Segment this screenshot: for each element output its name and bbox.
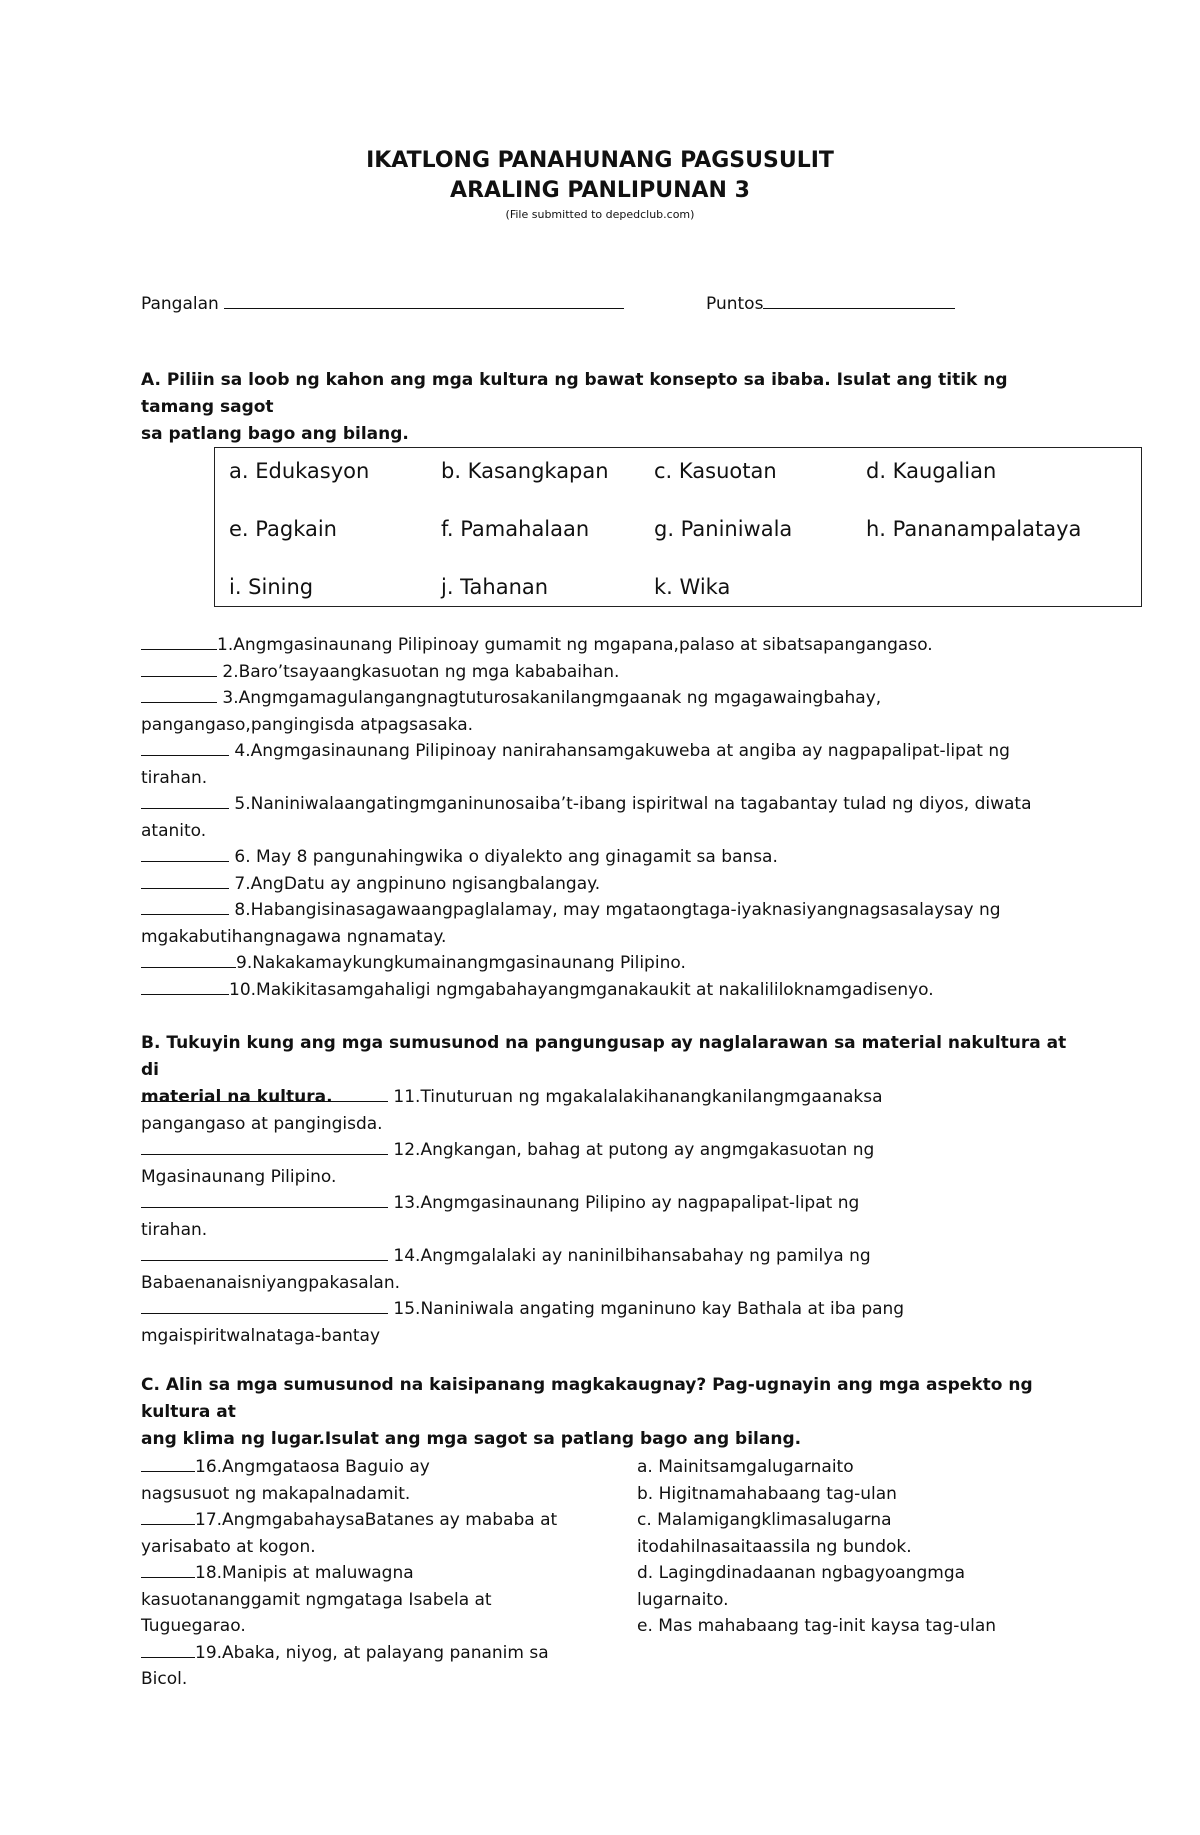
- answer-blank[interactable]: [141, 1243, 388, 1261]
- exam-title: IKATLONG PANAHUNANG PAGSUSULIT: [366, 148, 834, 173]
- section-c-line: C. Alin sa mga sumusunod na kaisipanang magkakaugnay? Pag-ugnayin ang mga aspekto ng kultura at: [141, 1375, 1033, 1422]
- question-item: 11.Tinuturuan ng mgakalalakihanangkanilangmgaanaksa: [141, 1084, 1081, 1111]
- question-item: 5.Naniniwalaangatingmganinunosaiba’t-ibang ispiritwal na tagabantay tulad ng diyos, diwata: [141, 791, 1081, 818]
- option-continuation: lugarnaito.: [637, 1589, 729, 1610]
- question-item: 4.Angmgasinaunang Pilipinoay nanirahansamgakuweba at angiba ay nagpapalipat-lipat ng: [141, 738, 1081, 765]
- choice-item: i. Sining: [229, 575, 314, 599]
- answer-blank[interactable]: [141, 659, 217, 677]
- question-item: 19.Abaka, niyog, at palayang pananim sa: [141, 1640, 581, 1667]
- question-item: 12.Angkangan, bahag at putong ay angmgakasuotan ng: [141, 1137, 1081, 1164]
- answer-blank[interactable]: [141, 1560, 195, 1578]
- answer-blank[interactable]: [141, 632, 217, 650]
- answer-blank[interactable]: [141, 685, 217, 703]
- choice-item: d. Kaugalian: [866, 459, 997, 483]
- answer-blank[interactable]: [141, 791, 229, 809]
- document-header: [0, 146, 1200, 224]
- section-a-line: sa patlang bago ang bilang.: [141, 424, 409, 444]
- question-item: 17.AngmgabahaysaBatanes ay mababa at: [141, 1507, 581, 1534]
- answer-blank[interactable]: [141, 1084, 388, 1102]
- subject-title: ARALING PANLIPUNAN 3: [450, 178, 750, 203]
- choice-item: k. Wika: [654, 575, 731, 599]
- question-continuation: Babaenanaisniyangpakasalan.: [141, 1272, 401, 1293]
- question-continuation: pangangaso at pangingisda.: [141, 1113, 383, 1134]
- answer-blank[interactable]: [141, 1507, 195, 1525]
- question-continuation: mgakabutihangnagawa ngnamatay.: [141, 926, 447, 947]
- choice-item: a. Edukasyon: [229, 459, 370, 483]
- question-continuation: pangangaso,pangingisda atpagsasaka.: [141, 714, 474, 735]
- answer-blank[interactable]: [141, 738, 229, 756]
- answer-blank[interactable]: [141, 1137, 388, 1155]
- question-item: 6. May 8 pangunahingwika o diyalekto ang ginagamit sa bansa.: [141, 844, 1081, 871]
- score-blank[interactable]: [763, 290, 955, 309]
- question-continuation: nagsusuot ng makapalnadamit.: [141, 1483, 411, 1504]
- question-item: 10.Makikitasamgahaligi ngmgabahayangmganakaukit at nakalililoknamgadisenyo.: [141, 977, 1081, 1004]
- choice-item: h. Pananampalataya: [866, 517, 1082, 541]
- choice-item: g. Paniniwala: [654, 517, 793, 541]
- question-continuation: Bicol.: [141, 1669, 188, 1689]
- question-continuation: mgaispiritwalnataga-bantay: [141, 1325, 381, 1346]
- option-continuation: itodahilnasaitaassila ng bundok.: [637, 1536, 912, 1557]
- choice-item: j. Tahanan: [441, 575, 549, 599]
- section-a-line: A. Piliin sa loob ng kahon ang mga kultura ng bawat konsepto sa ibaba. Isulat ang titik ng tamang sagot: [141, 370, 1008, 417]
- section-c-instructions: [141, 1372, 1071, 1453]
- choice-item: f. Pamahalaan: [441, 517, 590, 541]
- question-continuation: atanito.: [141, 820, 207, 841]
- question-item: 14.Angmgalalaki ay naninilbihansabahay ng pamilya ng: [141, 1243, 1081, 1270]
- question-item: 9.Nakakamaykungkumainangmgasinaunang Pilipino.: [141, 950, 1081, 977]
- section-b-line: B. Tukuyin kung ang mga sumusunod na pangungusap ay naglalarawan sa material nakultura at di: [141, 1033, 1067, 1080]
- answer-blank[interactable]: [141, 897, 229, 915]
- option-item: a. Mainitsamgalugarnaito: [637, 1457, 854, 1477]
- question-continuation: Tuguegarao.: [141, 1616, 246, 1636]
- name-label: Pangalan: [141, 294, 219, 314]
- answer-blank[interactable]: [141, 1454, 195, 1472]
- name-field: [141, 290, 624, 314]
- choice-item: e. Pagkain: [229, 517, 337, 541]
- question-continuation: Mgasinaunang Pilipino.: [141, 1166, 337, 1187]
- question-item: 15.Naniniwala angating mganinuno kay Bathala at iba pang: [141, 1296, 1081, 1323]
- choices-box: [214, 447, 1142, 607]
- answer-blank[interactable]: [141, 1296, 388, 1314]
- answer-blank[interactable]: [141, 844, 229, 862]
- section-a-questions: [141, 632, 1081, 1003]
- option-item: d. Lagingdinadaanan ngbagyoangmga: [637, 1563, 966, 1583]
- answer-blank[interactable]: [141, 1190, 388, 1208]
- section-b-line: material na kultura.: [141, 1087, 333, 1107]
- question-item: 16.Angmgataosa Baguio ay: [141, 1454, 581, 1481]
- question-item: 13.Angmgasinaunang Pilipino ay nagpapalipat-lipat ng: [141, 1190, 1081, 1217]
- option-item: b. Higitnamahabaang tag-ulan: [637, 1483, 897, 1504]
- question-item: 8.Habangisinasagawaangpaglalamay, may mgataongtaga-iyaknasiyangnagsasalaysay ng: [141, 897, 1081, 924]
- question-item: 18.Manipis at maluwagna: [141, 1560, 581, 1587]
- section-a-instructions: [141, 367, 1071, 448]
- section-c-line: ang klima ng lugar.Isulat ang mga sagot sa patlang bago ang bilang.: [141, 1429, 802, 1449]
- option-item: c. Malamigangklimasalugarna: [637, 1510, 892, 1530]
- question-continuation: tirahan.: [141, 1219, 208, 1240]
- answer-blank[interactable]: [141, 950, 236, 968]
- question-item: 7.AngDatu ay angpinuno ngisangbalangay.: [141, 871, 1081, 898]
- name-blank[interactable]: [224, 290, 624, 309]
- choice-item: c. Kasuotan: [654, 459, 777, 483]
- answer-blank[interactable]: [141, 1640, 195, 1658]
- question-item: 3.Angmgamagulangangnagtuturosakanilangmgaanak ng mgagawaingbahay,: [141, 685, 1081, 712]
- source-note: (File submitted to depedclub.com): [505, 208, 695, 221]
- question-item: 2.Baro’tsayaangkasuotan ng mga kababaihan.: [141, 659, 1081, 686]
- option-item: e. Mas mahabaang tag-init kaysa tag-ulan: [637, 1616, 997, 1636]
- answer-blank[interactable]: [141, 871, 229, 889]
- choice-item: b. Kasangkapan: [441, 459, 609, 483]
- question-continuation: yarisabato at kogon.: [141, 1536, 316, 1557]
- section-c-options: [637, 1454, 1077, 1640]
- question-continuation: tirahan.: [141, 767, 208, 788]
- section-c-questions: [141, 1454, 581, 1693]
- score-label: Puntos: [706, 294, 764, 314]
- answer-blank[interactable]: [141, 977, 229, 995]
- question-continuation: kasuotananggamit ngmgataga Isabela at: [141, 1589, 492, 1610]
- question-item: 1.Angmgasinaunang Pilipinoay gumamit ng mgapana,palaso at sibatsapangangaso.: [141, 632, 1081, 659]
- score-field: [706, 290, 955, 314]
- section-b-questions: [141, 1084, 1081, 1349]
